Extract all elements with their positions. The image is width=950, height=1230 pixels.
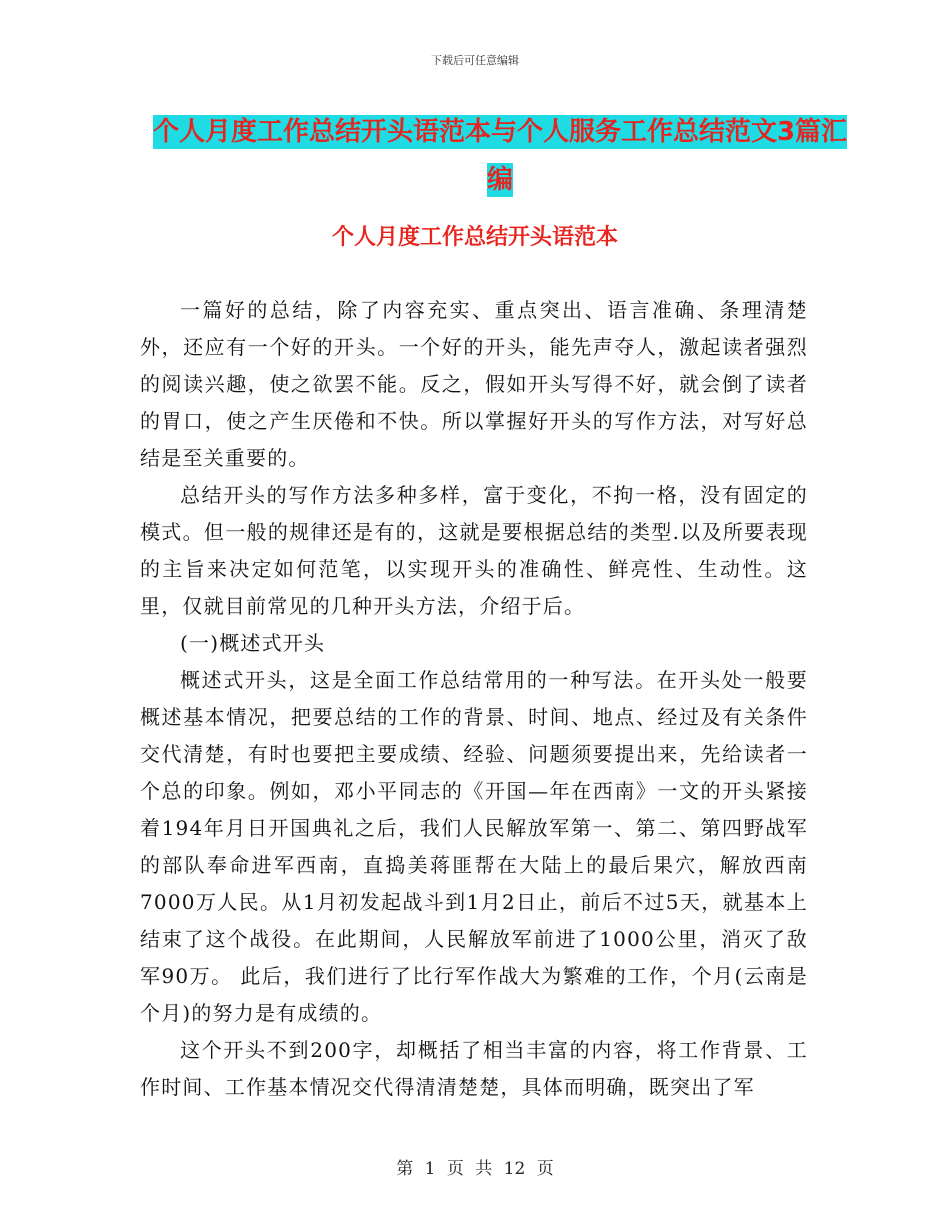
- page-footer: 第 1 页 共 12 页: [396, 1159, 554, 1179]
- paragraph: 这个开头不到200字，却概括了相当丰富的内容，将工作背景、工作时间、工作基本情况交代得清清楚楚，具体而明确，既突出了军: [140, 1038, 808, 1099]
- body-text: [140, 292, 808, 1106]
- document-title: [140, 108, 860, 204]
- paragraph: 一篇好的总结，除了内容充实、重点突出、语言准确、条理清楚外，还应有一个好的开头。一个好的开头，能先声夺人，激起读者强烈的阅读兴趣，使之欲罢不能。反之，假如开头写得不好，就会倒了读者的胃口，使之产生厌倦和不快。所以掌握好开头的写作方法，对写好总结是至关重要的。: [140, 298, 808, 470]
- document-title-text: 个人月度工作总结开头语范本与个人服务工作总结范文3篇汇编: [152, 117, 848, 195]
- header-note: 下载后可任意编辑: [431, 54, 519, 67]
- paragraph: 概述式开头，这是全面工作总结常用的一种写法。在开头处一般要概述基本情况，把要总结的工作的背景、时间、地点、经过及有关条件交代清楚，有时也要把主要成绩、经验、问题须要提出来，先给读者一个总的印象。例如，邓小平同志的《开国—年在西南》一文的开头紧接着194年月日开国典礼之后，我们人民解放军第一、第二、第四野战军的部队奉命进军西南，直捣美蒋匪帮在大陆上的最后果穴，解放西南7000万人民。从1月初发起战斗到1月2日止，前后不过5天，就基本上结束了这个战役。在此期间，人民解放军前进了1000公里，消灭了敌军90万。 此后，我们进行了比行军作战大为繁难的工作，个月(云南是个月)的努力是有成绩的。: [140, 668, 808, 1025]
- subheading: (一)概述式开头: [180, 631, 326, 655]
- section-title: 个人月度工作总结开头语范本: [331, 225, 618, 250]
- paragraph: 总结开头的写作方法多种多样，富于变化，不拘一格，没有固定的模式。但一般的规律还是有的，这就是要根据总结的类型.以及所要表现的主旨来决定如何范笔，以实现开头的准确性、鲜亮性、生动性。这里，仅就目前常见的几种开头方法，介绍于后。: [140, 483, 808, 618]
